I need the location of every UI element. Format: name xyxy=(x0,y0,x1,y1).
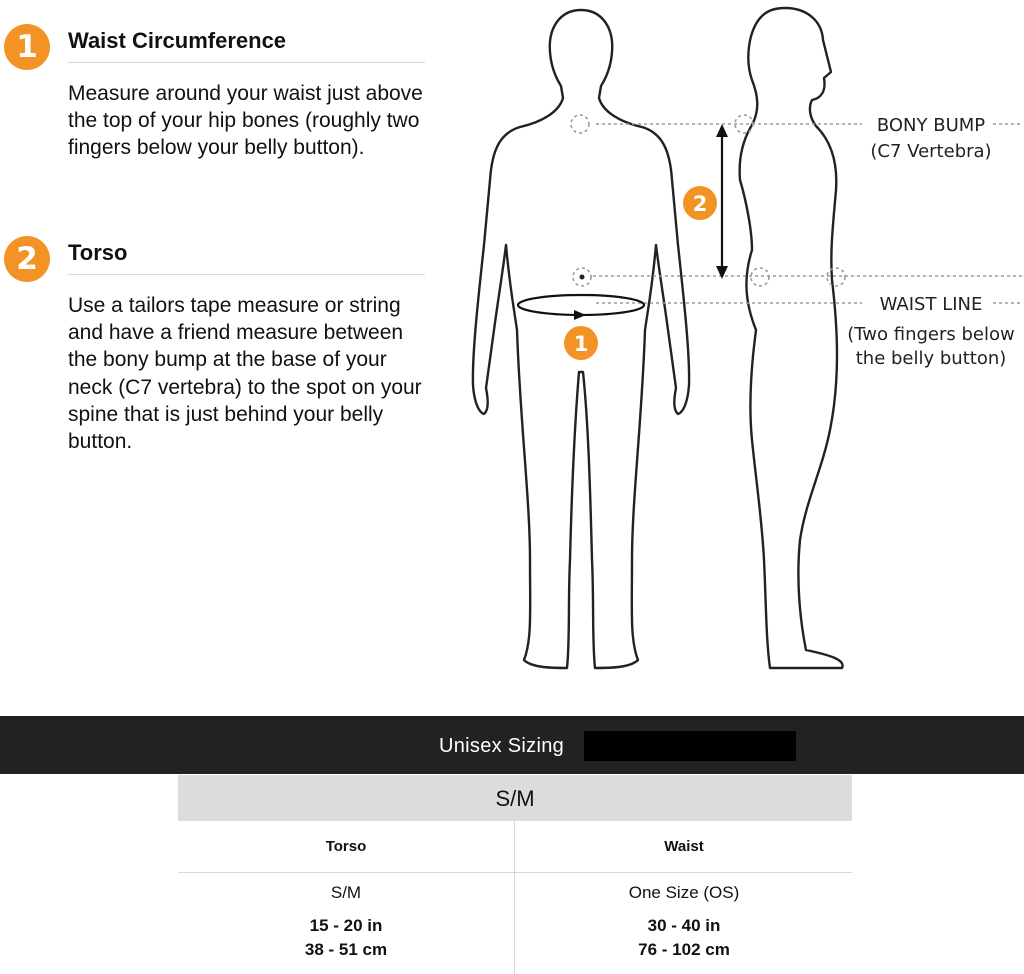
step-number-badge: 2 xyxy=(4,236,50,282)
size-name: S/M xyxy=(495,786,535,811)
step-instructions: Use a tailors tape measure or string and have a friend measure between the bony bump at the base of your neck (C7 vertebra) to the spot on your spine that is just behind your belly button. xyxy=(68,294,422,454)
torso-range-inches: 15 - 20 in xyxy=(309,916,383,935)
size-name-row xyxy=(178,775,852,821)
body-measurement-illustration xyxy=(445,0,1024,690)
divider xyxy=(68,62,425,63)
side-body-outline xyxy=(740,8,843,668)
waist-line-sublabel: the belly button) xyxy=(855,348,1007,369)
step-header xyxy=(0,238,430,288)
waist-tape-loop xyxy=(518,295,644,315)
column-header-waist: Waist xyxy=(664,838,704,855)
arrow-head-up xyxy=(716,124,728,137)
step-instructions: Measure around your waist just above the top of your hip bones (roughly two fingers below your belly button). xyxy=(68,82,423,160)
c7-point-marker xyxy=(571,115,589,133)
waist-line-label: WAIST LINE xyxy=(879,294,983,315)
waist-range-cm: 76 - 102 cm xyxy=(638,940,730,959)
step-title: Torso xyxy=(68,240,128,265)
arrow-head-down xyxy=(716,266,728,279)
torso-range-cm: 38 - 51 cm xyxy=(304,940,388,959)
waist-point-marker xyxy=(751,268,769,286)
step-header xyxy=(0,26,430,76)
waist-size-label: One Size (OS) xyxy=(628,883,740,902)
step-number-badge: 1 xyxy=(4,24,50,70)
belly-button-dot xyxy=(580,275,585,280)
torso-size-label: S/M xyxy=(330,883,362,902)
row-divider xyxy=(178,872,852,873)
column-header-torso: Torso xyxy=(325,838,367,855)
redaction-block xyxy=(584,731,796,761)
sizing-title: Unisex Sizing xyxy=(439,735,565,757)
step-title: Waist Circumference xyxy=(68,28,287,53)
column-divider xyxy=(514,821,515,974)
waist-point-marker xyxy=(827,268,845,286)
c7-point-marker xyxy=(735,115,753,133)
marker-2-number: 2 xyxy=(692,192,708,216)
bony-bump-label: BONY BUMP xyxy=(876,115,986,136)
direction-arrow xyxy=(574,310,586,320)
waist-range-inches: 30 - 40 in xyxy=(647,916,721,935)
marker-1-number: 1 xyxy=(573,332,589,356)
waist-line-sublabel: (Two fingers below xyxy=(847,324,1015,345)
bony-bump-sublabel: (C7 Vertebra) xyxy=(870,141,992,162)
divider xyxy=(68,274,425,275)
